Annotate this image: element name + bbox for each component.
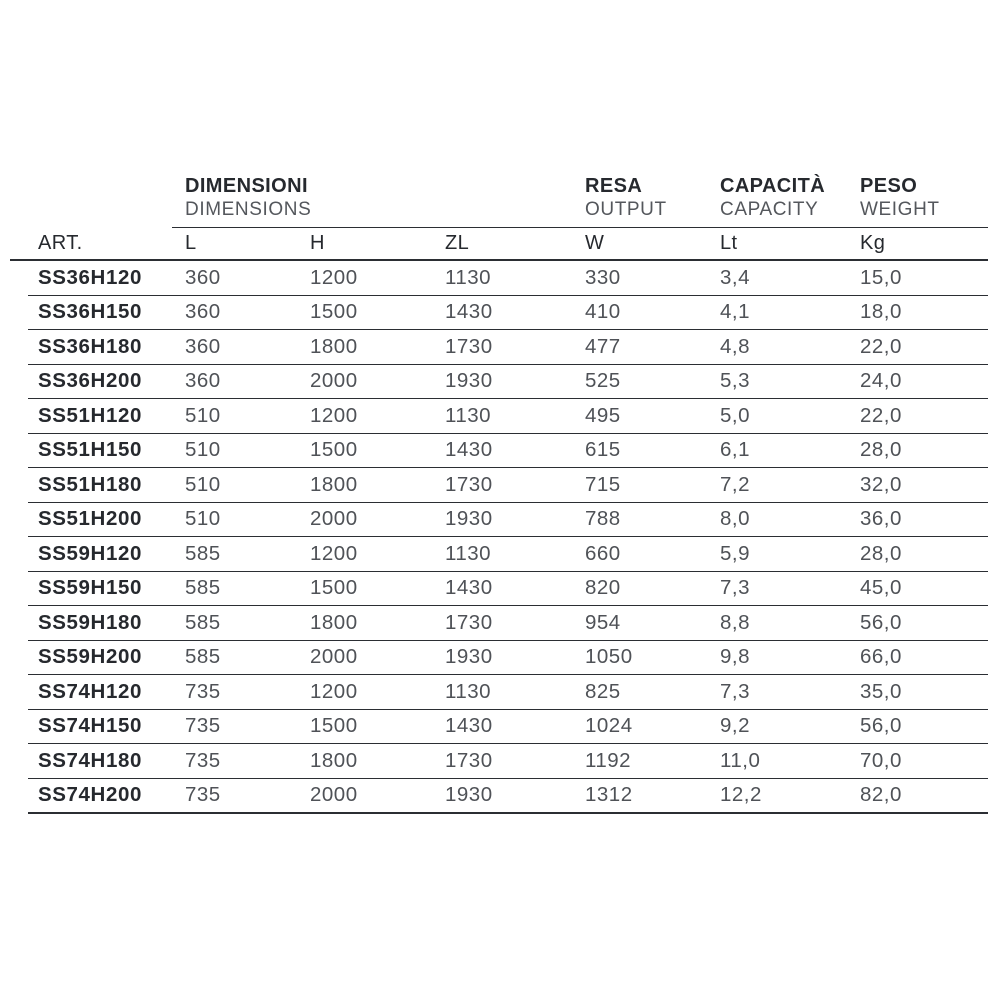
lt-value-cell: 6,1 xyxy=(720,438,750,462)
column-header-zl: ZL xyxy=(445,232,470,254)
l-value-cell: 735 xyxy=(185,783,221,807)
h-value-cell: 2000 xyxy=(310,507,358,531)
zl-value-cell: 1730 xyxy=(445,472,493,496)
l-value-cell: 360 xyxy=(185,334,221,358)
art-code-cell: SS74H120 xyxy=(38,679,142,703)
zl-value-cell: 1930 xyxy=(445,645,493,669)
table-row xyxy=(28,296,988,331)
w-value-cell: 820 xyxy=(585,576,621,600)
lt-value-cell: 5,3 xyxy=(720,369,750,393)
lt-value-cell: 4,8 xyxy=(720,334,750,358)
zl-value-cell: 1730 xyxy=(445,748,493,772)
table-row xyxy=(28,261,988,296)
table-row xyxy=(28,641,988,676)
l-value-cell: 360 xyxy=(185,300,221,324)
table-body xyxy=(28,261,988,814)
zl-value-cell: 1430 xyxy=(445,438,493,462)
kg-value-cell: 22,0 xyxy=(860,334,902,358)
w-value-cell: 1192 xyxy=(585,748,632,772)
art-code-cell: SS36H150 xyxy=(38,300,142,324)
h-value-cell: 1500 xyxy=(310,714,358,738)
lt-value-cell: 9,8 xyxy=(720,645,750,669)
zl-value-cell: 1130 xyxy=(445,403,492,427)
w-value-cell: 788 xyxy=(585,507,621,531)
l-value-cell: 585 xyxy=(185,541,221,565)
zl-value-cell: 1930 xyxy=(445,783,493,807)
kg-value-cell: 45,0 xyxy=(860,576,902,600)
w-value-cell: 1024 xyxy=(585,714,633,738)
group-dimensions-label-it: DIMENSIONI xyxy=(185,175,308,197)
h-value-cell: 1800 xyxy=(310,748,358,772)
w-value-cell: 715 xyxy=(585,472,621,496)
h-value-cell: 1800 xyxy=(310,610,358,634)
table-row xyxy=(28,503,988,538)
l-value-cell: 735 xyxy=(185,679,221,703)
table-row xyxy=(28,572,988,607)
lt-value-cell: 9,2 xyxy=(720,714,750,738)
table-row xyxy=(28,399,988,434)
table-row xyxy=(28,330,988,365)
column-header-row xyxy=(10,228,988,261)
h-value-cell: 1800 xyxy=(310,334,358,358)
kg-value-cell: 70,0 xyxy=(860,748,902,772)
l-value-cell: 735 xyxy=(185,748,221,772)
w-value-cell: 495 xyxy=(585,403,621,427)
lt-value-cell: 11,0 xyxy=(720,748,761,772)
kg-value-cell: 35,0 xyxy=(860,679,902,703)
zl-value-cell: 1930 xyxy=(445,507,493,531)
group-header-underline xyxy=(172,227,988,228)
l-value-cell: 360 xyxy=(185,265,221,289)
w-value-cell: 1050 xyxy=(585,645,633,669)
art-code-cell: SS59H120 xyxy=(38,541,142,565)
art-code-cell: SS74H180 xyxy=(38,748,142,772)
table-row xyxy=(28,779,988,815)
h-value-cell: 1500 xyxy=(310,438,358,462)
column-header-kg: Kg xyxy=(860,232,886,254)
group-capacity xyxy=(720,175,860,228)
art-code-cell: SS59H150 xyxy=(38,576,142,600)
lt-value-cell: 4,1 xyxy=(720,300,750,324)
group-output-label-en: OUTPUT xyxy=(585,199,667,220)
zl-value-cell: 1430 xyxy=(445,300,493,324)
h-value-cell: 1800 xyxy=(310,472,358,496)
art-code-cell: SS74H200 xyxy=(38,783,142,807)
zl-value-cell: 1430 xyxy=(445,714,493,738)
lt-value-cell: 7,3 xyxy=(720,679,750,703)
kg-value-cell: 24,0 xyxy=(860,369,902,393)
lt-value-cell: 5,0 xyxy=(720,403,750,427)
w-value-cell: 1312 xyxy=(585,783,633,807)
w-value-cell: 410 xyxy=(585,300,621,324)
h-value-cell: 2000 xyxy=(310,783,358,807)
kg-value-cell: 82,0 xyxy=(860,783,902,807)
kg-value-cell: 15,0 xyxy=(860,265,902,289)
l-value-cell: 510 xyxy=(185,403,221,427)
h-value-cell: 1500 xyxy=(310,576,358,600)
group-dimensions-label-en: DIMENSIONS xyxy=(185,199,312,220)
kg-value-cell: 36,0 xyxy=(860,507,902,531)
lt-value-cell: 7,2 xyxy=(720,472,750,496)
w-value-cell: 525 xyxy=(585,369,621,393)
lt-value-cell: 8,0 xyxy=(720,507,750,531)
kg-value-cell: 66,0 xyxy=(860,645,902,669)
art-code-cell: SS59H180 xyxy=(38,610,142,634)
art-code-cell: SS51H200 xyxy=(38,507,142,531)
group-weight xyxy=(860,175,988,228)
kg-value-cell: 56,0 xyxy=(860,714,902,738)
zl-value-cell: 1730 xyxy=(445,334,493,358)
w-value-cell: 477 xyxy=(585,334,621,358)
group-weight-label-en: WEIGHT xyxy=(860,199,940,220)
art-code-cell: SS36H200 xyxy=(38,369,142,393)
zl-value-cell: 1930 xyxy=(445,369,493,393)
kg-value-cell: 18,0 xyxy=(860,300,902,324)
table-row xyxy=(28,606,988,641)
kg-value-cell: 28,0 xyxy=(860,541,902,565)
l-value-cell: 585 xyxy=(185,576,221,600)
kg-value-cell: 28,0 xyxy=(860,438,902,462)
art-code-cell: SS36H120 xyxy=(38,265,142,289)
h-value-cell: 1200 xyxy=(310,541,358,565)
spec-table xyxy=(10,175,988,814)
w-value-cell: 615 xyxy=(585,438,621,462)
group-output xyxy=(585,175,720,228)
zl-value-cell: 1130 xyxy=(445,265,492,289)
art-code-cell: SS51H180 xyxy=(38,472,142,496)
table-row xyxy=(28,434,988,469)
zl-value-cell: 1430 xyxy=(445,576,493,600)
h-value-cell: 1200 xyxy=(310,403,358,427)
art-code-cell: SS59H200 xyxy=(38,645,142,669)
lt-value-cell: 12,2 xyxy=(720,783,762,807)
l-value-cell: 510 xyxy=(185,507,221,531)
w-value-cell: 825 xyxy=(585,679,621,703)
table-row xyxy=(28,468,988,503)
zl-value-cell: 1130 xyxy=(445,679,492,703)
column-header-w: W xyxy=(585,232,605,254)
lt-value-cell: 7,3 xyxy=(720,576,750,600)
group-output-label-it: RESA xyxy=(585,175,643,197)
l-value-cell: 735 xyxy=(185,714,221,738)
w-value-cell: 954 xyxy=(585,610,621,634)
column-header-art: ART. xyxy=(38,232,83,254)
kg-value-cell: 32,0 xyxy=(860,472,902,496)
zl-value-cell: 1730 xyxy=(445,610,493,634)
column-header-lt: Lt xyxy=(720,232,738,254)
art-code-cell: SS74H150 xyxy=(38,714,142,738)
kg-value-cell: 22,0 xyxy=(860,403,902,427)
h-value-cell: 2000 xyxy=(310,645,358,669)
table-row xyxy=(28,675,988,710)
column-header-h: H xyxy=(310,232,325,254)
group-capacity-label-it: CAPACITÀ xyxy=(720,175,826,197)
w-value-cell: 330 xyxy=(585,265,621,289)
l-value-cell: 360 xyxy=(185,369,221,393)
group-dimensions xyxy=(185,175,585,228)
group-weight-label-it: PESO xyxy=(860,175,918,197)
l-value-cell: 585 xyxy=(185,645,221,669)
art-code-cell: SS51H120 xyxy=(38,403,142,427)
h-value-cell: 2000 xyxy=(310,369,358,393)
zl-value-cell: 1130 xyxy=(445,541,492,565)
group-header-row xyxy=(10,175,988,228)
l-value-cell: 510 xyxy=(185,438,221,462)
l-value-cell: 510 xyxy=(185,472,221,496)
w-value-cell: 660 xyxy=(585,541,621,565)
h-value-cell: 1500 xyxy=(310,300,358,324)
table-row xyxy=(28,744,988,779)
table-row xyxy=(28,537,988,572)
column-header-l: L xyxy=(185,232,197,254)
l-value-cell: 585 xyxy=(185,610,221,634)
h-value-cell: 1200 xyxy=(310,265,358,289)
lt-value-cell: 8,8 xyxy=(720,610,750,634)
art-code-cell: SS36H180 xyxy=(38,334,142,358)
table-row xyxy=(28,710,988,745)
lt-value-cell: 3,4 xyxy=(720,265,750,289)
group-capacity-label-en: CAPACITY xyxy=(720,199,819,220)
lt-value-cell: 5,9 xyxy=(720,541,750,565)
table-row xyxy=(28,365,988,400)
art-code-cell: SS51H150 xyxy=(38,438,142,462)
h-value-cell: 1200 xyxy=(310,679,358,703)
kg-value-cell: 56,0 xyxy=(860,610,902,634)
